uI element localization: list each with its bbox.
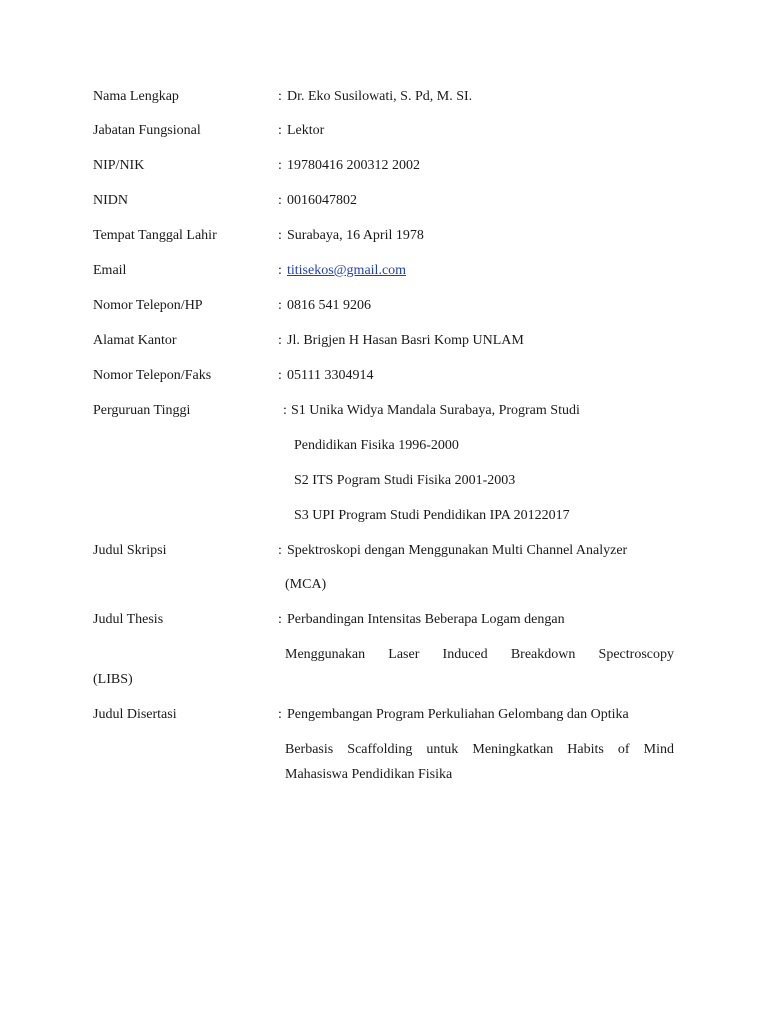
judul-thesis-line: Menggunakan Laser Induced Breakdown Spectroscopy [285,647,674,662]
judul-disertasi-line: Pengembangan Program Perkuliahan Gelombang dan Optika [287,707,629,722]
separator: : [278,612,282,627]
separator: : [278,193,282,208]
perguruan-tinggi-line: Pendidikan Fisika 1996-2000 [294,438,459,453]
email-link[interactable]: titisekos@gmail.com [287,263,407,278]
separator: : [283,403,287,418]
telepon-faks-value: 05111 3304914 [287,368,374,383]
judul-thesis-label: Judul Thesis [93,612,164,627]
alamat-kantor-value: Jl. Brigjen H Hasan Basri Komp UNLAM [287,333,524,348]
separator: : [278,368,282,383]
nidn-label: NIDN [93,193,128,208]
perguruan-tinggi-line: S1 Unika Widya Mandala Surabaya, Program Studi [291,403,580,418]
judul-thesis-line: Perbandingan Intensitas Beberapa Logam dengan [287,612,565,627]
separator: : [278,298,282,313]
perguruan-tinggi-line: S3 UPI Program Studi Pendidikan IPA 20122017 [294,508,570,523]
telepon-hp-label: Nomor Telepon/HP [93,298,203,313]
nip-label: NIP/NIK [93,158,145,173]
ttl-value: Surabaya, 16 April 1978 [287,228,424,243]
nama-lengkap-value: Dr. Eko Susilowati, S. Pd, M. SI. [287,89,473,104]
ttl-label: Tempat Tanggal Lahir [93,228,217,243]
separator: : [278,89,282,104]
judul-thesis-line: (LIBS) [93,672,133,687]
separator: : [278,263,282,278]
separator: : [278,707,282,722]
separator: : [278,228,282,243]
nip-value: 19780416 200312 2002 [287,158,420,173]
judul-disertasi-label: Judul Disertasi [93,707,177,722]
jabatan-value: Lektor [287,123,325,138]
judul-disertasi-line: Mahasiswa Pendidikan Fisika [285,767,453,782]
nidn-value: 0016047802 [287,193,357,208]
judul-skripsi-line: Spektroskopi dengan Menggunakan Multi Channel Analyzer [287,543,628,558]
separator: : [278,333,282,348]
telepon-hp-value: 0816 541 9206 [287,298,371,313]
nama-lengkap-label: Nama Lengkap [93,89,179,104]
separator: : [278,543,282,558]
separator: : [278,158,282,173]
perguruan-tinggi-label: Perguruan Tinggi [93,403,191,418]
judul-disertasi-line: Berbasis Scaffolding untuk Meningkatkan Habits of Mind [285,742,674,757]
alamat-kantor-label: Alamat Kantor [93,333,177,348]
email-label: Email [93,263,127,278]
perguruan-tinggi-line: S2 ITS Pogram Studi Fisika 2001-2003 [294,473,516,488]
separator: : [278,123,282,138]
judul-skripsi-line: (MCA) [285,577,327,592]
judul-skripsi-label: Judul Skripsi [93,543,167,558]
jabatan-label: Jabatan Fungsional [93,123,201,138]
telepon-faks-label: Nomor Telepon/Faks [93,368,212,383]
